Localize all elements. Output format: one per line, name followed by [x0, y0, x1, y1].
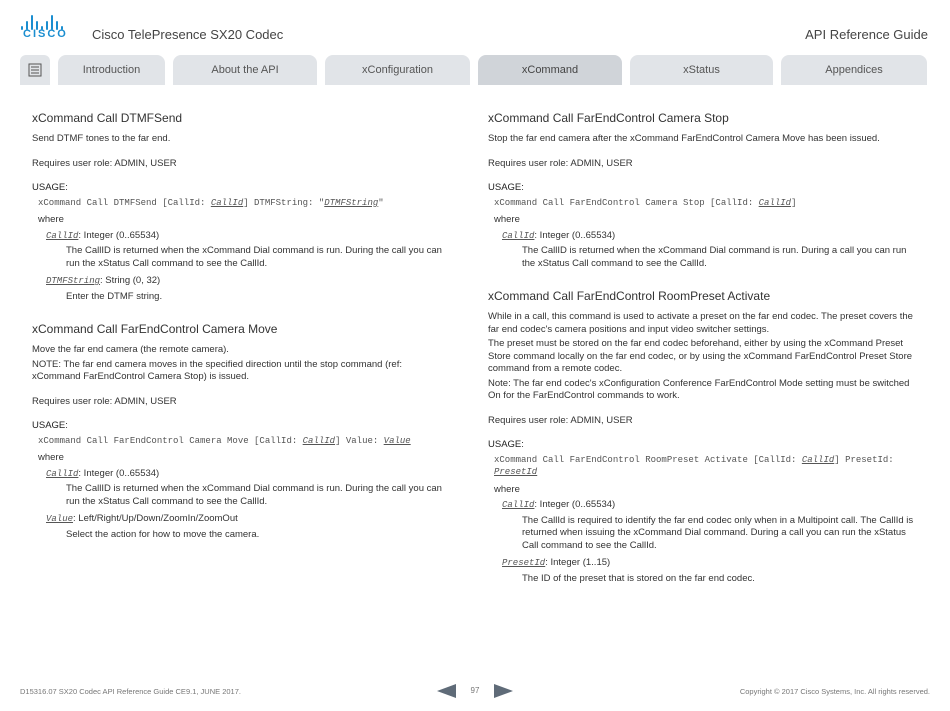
param-description: The ID of the preset that is stored on the far end codec. [522, 572, 755, 584]
document-title: Cisco TelePresence SX20 Codec [92, 27, 284, 42]
param-callid: CallId: Integer (0..65534) [46, 229, 160, 241]
param-description: Select the action for how to move the camera. [66, 528, 260, 540]
param-description: The CallID is returned when the xCommand Dial command is run. During the call you can run the xStatus Call command to see the CallId. [66, 483, 442, 507]
section-camera-stop [488, 111, 918, 270]
section-description: Send DTMF tones to the far end. [32, 133, 171, 144]
navigation-tabs [0, 55, 950, 85]
pager [437, 683, 513, 699]
user-role: Requires user role: ADMIN, USER [488, 157, 633, 169]
section-note: NOTE: The far end camera moves in the specified direction until the stop command (ref: xCommand FarEndControl Camera Stop) is issued. [32, 358, 402, 382]
section-roompreset-activate [488, 289, 918, 585]
where-label: where [38, 452, 64, 463]
footer-copyright: Copyright © 2017 Cisco Systems, Inc. All rights reserved. [739, 687, 930, 696]
section-title: xCommand Call DTMFSend [32, 111, 183, 125]
section-title: xCommand Call FarEndControl RoomPreset Activate [488, 289, 771, 303]
section-description: Move the far end camera (the remote camera). [32, 344, 229, 355]
user-role: Requires user role: ADMIN, USER [488, 414, 633, 426]
tab-xstatus[interactable]: xStatus [630, 55, 773, 85]
section-camera-move [32, 322, 452, 541]
section-title: xCommand Call FarEndControl Camera Stop [488, 111, 729, 125]
param-description: The CallID is returned when the xCommand Dial command is run. During a call you can run the xStatus Call command to see the CallId. [522, 245, 907, 269]
usage-code: xCommand Call FarEndControl Camera Move [CallId: CallId] Value: Value [38, 435, 411, 446]
param-value: Value: Left/Right/Up/Down/ZoomIn/ZoomOut [46, 513, 238, 524]
usage-label: USAGE: [488, 439, 524, 450]
param-dtmfstring: DTMFString: String (0, 32) [46, 275, 161, 286]
where-label: where [494, 483, 520, 495]
section-note: Note: The far end codec's xConfiguration Conference FarEndControl Mode setting must be switched On for the FarEndControl commands to work. [488, 377, 910, 401]
param-callid: CallId: Integer (0..65534) [502, 499, 616, 510]
previous-page-icon[interactable] [437, 684, 456, 698]
tab-introduction[interactable]: Introduction [58, 55, 165, 85]
usage-code: xCommand Call DTMFSend [CallId: CallId] DTMFString: "DTMFString" [38, 197, 384, 208]
section-description: The preset must be stored on the far end codec beforehand, either by using the xCommand Preset Store command locally on the far end codec, or by using the xCommand FarEndControl Preset Store command from a remote codec. [488, 338, 913, 374]
where-label: where [38, 214, 64, 225]
usage-label: USAGE: [32, 420, 68, 431]
where-label: where [494, 214, 520, 225]
user-role: Requires user role: ADMIN, USER [32, 157, 177, 169]
user-role: Requires user role: ADMIN, USER [32, 395, 177, 407]
usage-label: USAGE: [488, 182, 524, 193]
param-description: The CallId is required to identify the far end codec only when in a Multipoint call. The CallId is returned when issuing the xCommand Dial command. During a call you can run the xStatus Call command to see the CallId. [522, 514, 914, 551]
section-title: xCommand Call FarEndControl Camera Move [32, 322, 278, 336]
left-column [32, 111, 452, 546]
footer-document-id: D15316.07 SX20 Codec API Reference Guide CE9.1, JUNE 2017. [20, 687, 241, 696]
tab-xconfiguration[interactable]: xConfiguration [325, 55, 470, 85]
param-description: The CallID is returned when the xCommand Dial command is run. During the call you can run the xStatus Call command to see the CallId. [66, 245, 442, 269]
param-description: Enter the DTMF string. [66, 290, 163, 302]
tab-appendices[interactable]: Appendices [781, 55, 927, 85]
tab-about-the-api[interactable]: About the API [173, 55, 317, 85]
next-page-icon[interactable] [494, 684, 513, 698]
tab-xcommand[interactable]: xCommand [478, 55, 622, 85]
page-number: 97 [470, 686, 480, 695]
param-callid: CallId: Integer (0..65534) [46, 467, 160, 479]
usage-label: USAGE: [32, 182, 68, 193]
logo-text: CISCO [23, 28, 68, 40]
guide-title: API Reference Guide [805, 27, 928, 42]
cisco-logo[interactable] [20, 14, 68, 42]
param-callid: CallId: Integer (0..65534) [502, 229, 616, 241]
table-of-contents-icon[interactable] [20, 55, 50, 85]
usage-code: xCommand Call FarEndControl RoomPreset Activate [CallId: CallId] PresetId: PresetId [494, 454, 894, 477]
section-description: While in a call, this command is used to activate a preset on the far end codec. The preset covers the far end codec's camera positions and input video switcher settings. [488, 311, 913, 335]
header [0, 0, 950, 50]
section-dtmfsend [32, 111, 452, 303]
section-description: Stop the far end camera after the xCommand FarEndControl Camera Move has been issued. [488, 133, 880, 144]
usage-code: xCommand Call FarEndControl Camera Stop [CallId: CallId] [494, 197, 797, 208]
param-presetid: PresetId: Integer (1..15) [502, 557, 611, 568]
right-column [488, 111, 918, 590]
